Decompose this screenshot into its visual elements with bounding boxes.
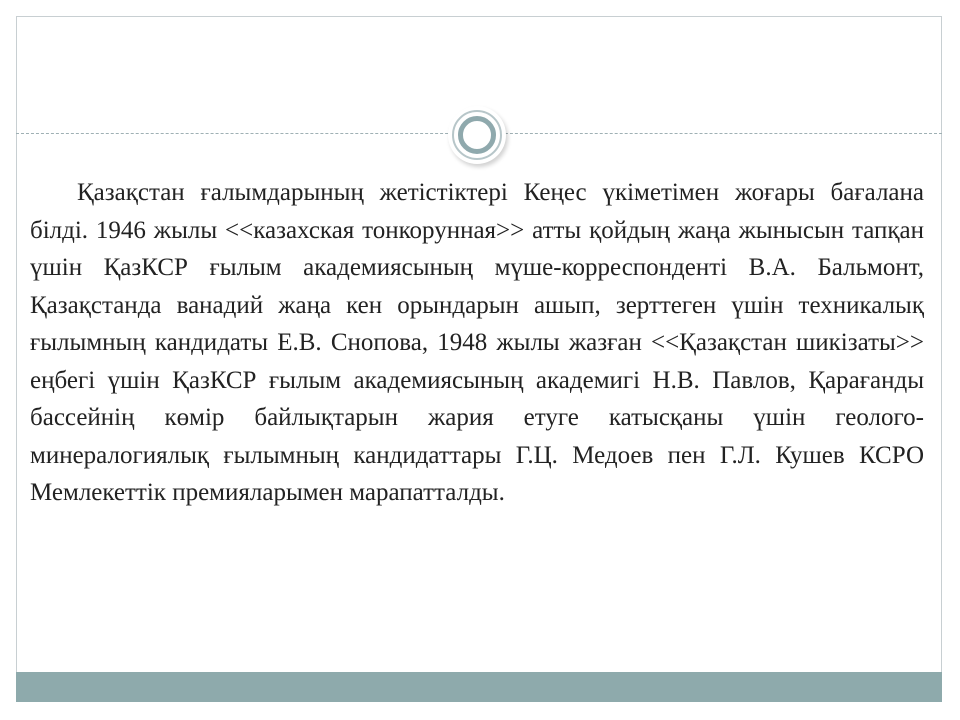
slide-body-text: Қазақстан ғалымдарының жетістіктері Кеңес үкіметімен жоғары бағалана білді. 1946 жылы <<казахская тонкорунная>> атты қойдың жаңа жынысын тапқан үшін ҚазКСР ғылым академиясының мүше-корреспонденті В.А. Бальмонт, Қазақстанда ванадий жаңа кен орындарын ашып, зерттеген үшін техникалық ғылымның кандидаты Е.В. Снопова, 1948 жылы жазған <<Қазақстан шикізаты>> еңбегі үшін ҚазКСР ғылым академиясының академигі Н.В. Павлов, Қарағанды бассейнің көмір байлықтарын жария етуге катысқаны үшін геолого-минералогиялық ғылымның кандидаттары Г.Ц. Медоев пен Г.Л. Кушев КСРО Мемлекеттік премияларымен марапатталды. xyxy=(30,179,924,506)
ornament-inner-ring xyxy=(458,116,496,154)
circle-ornament-icon xyxy=(448,106,506,164)
footer-accent-bar xyxy=(16,672,942,702)
